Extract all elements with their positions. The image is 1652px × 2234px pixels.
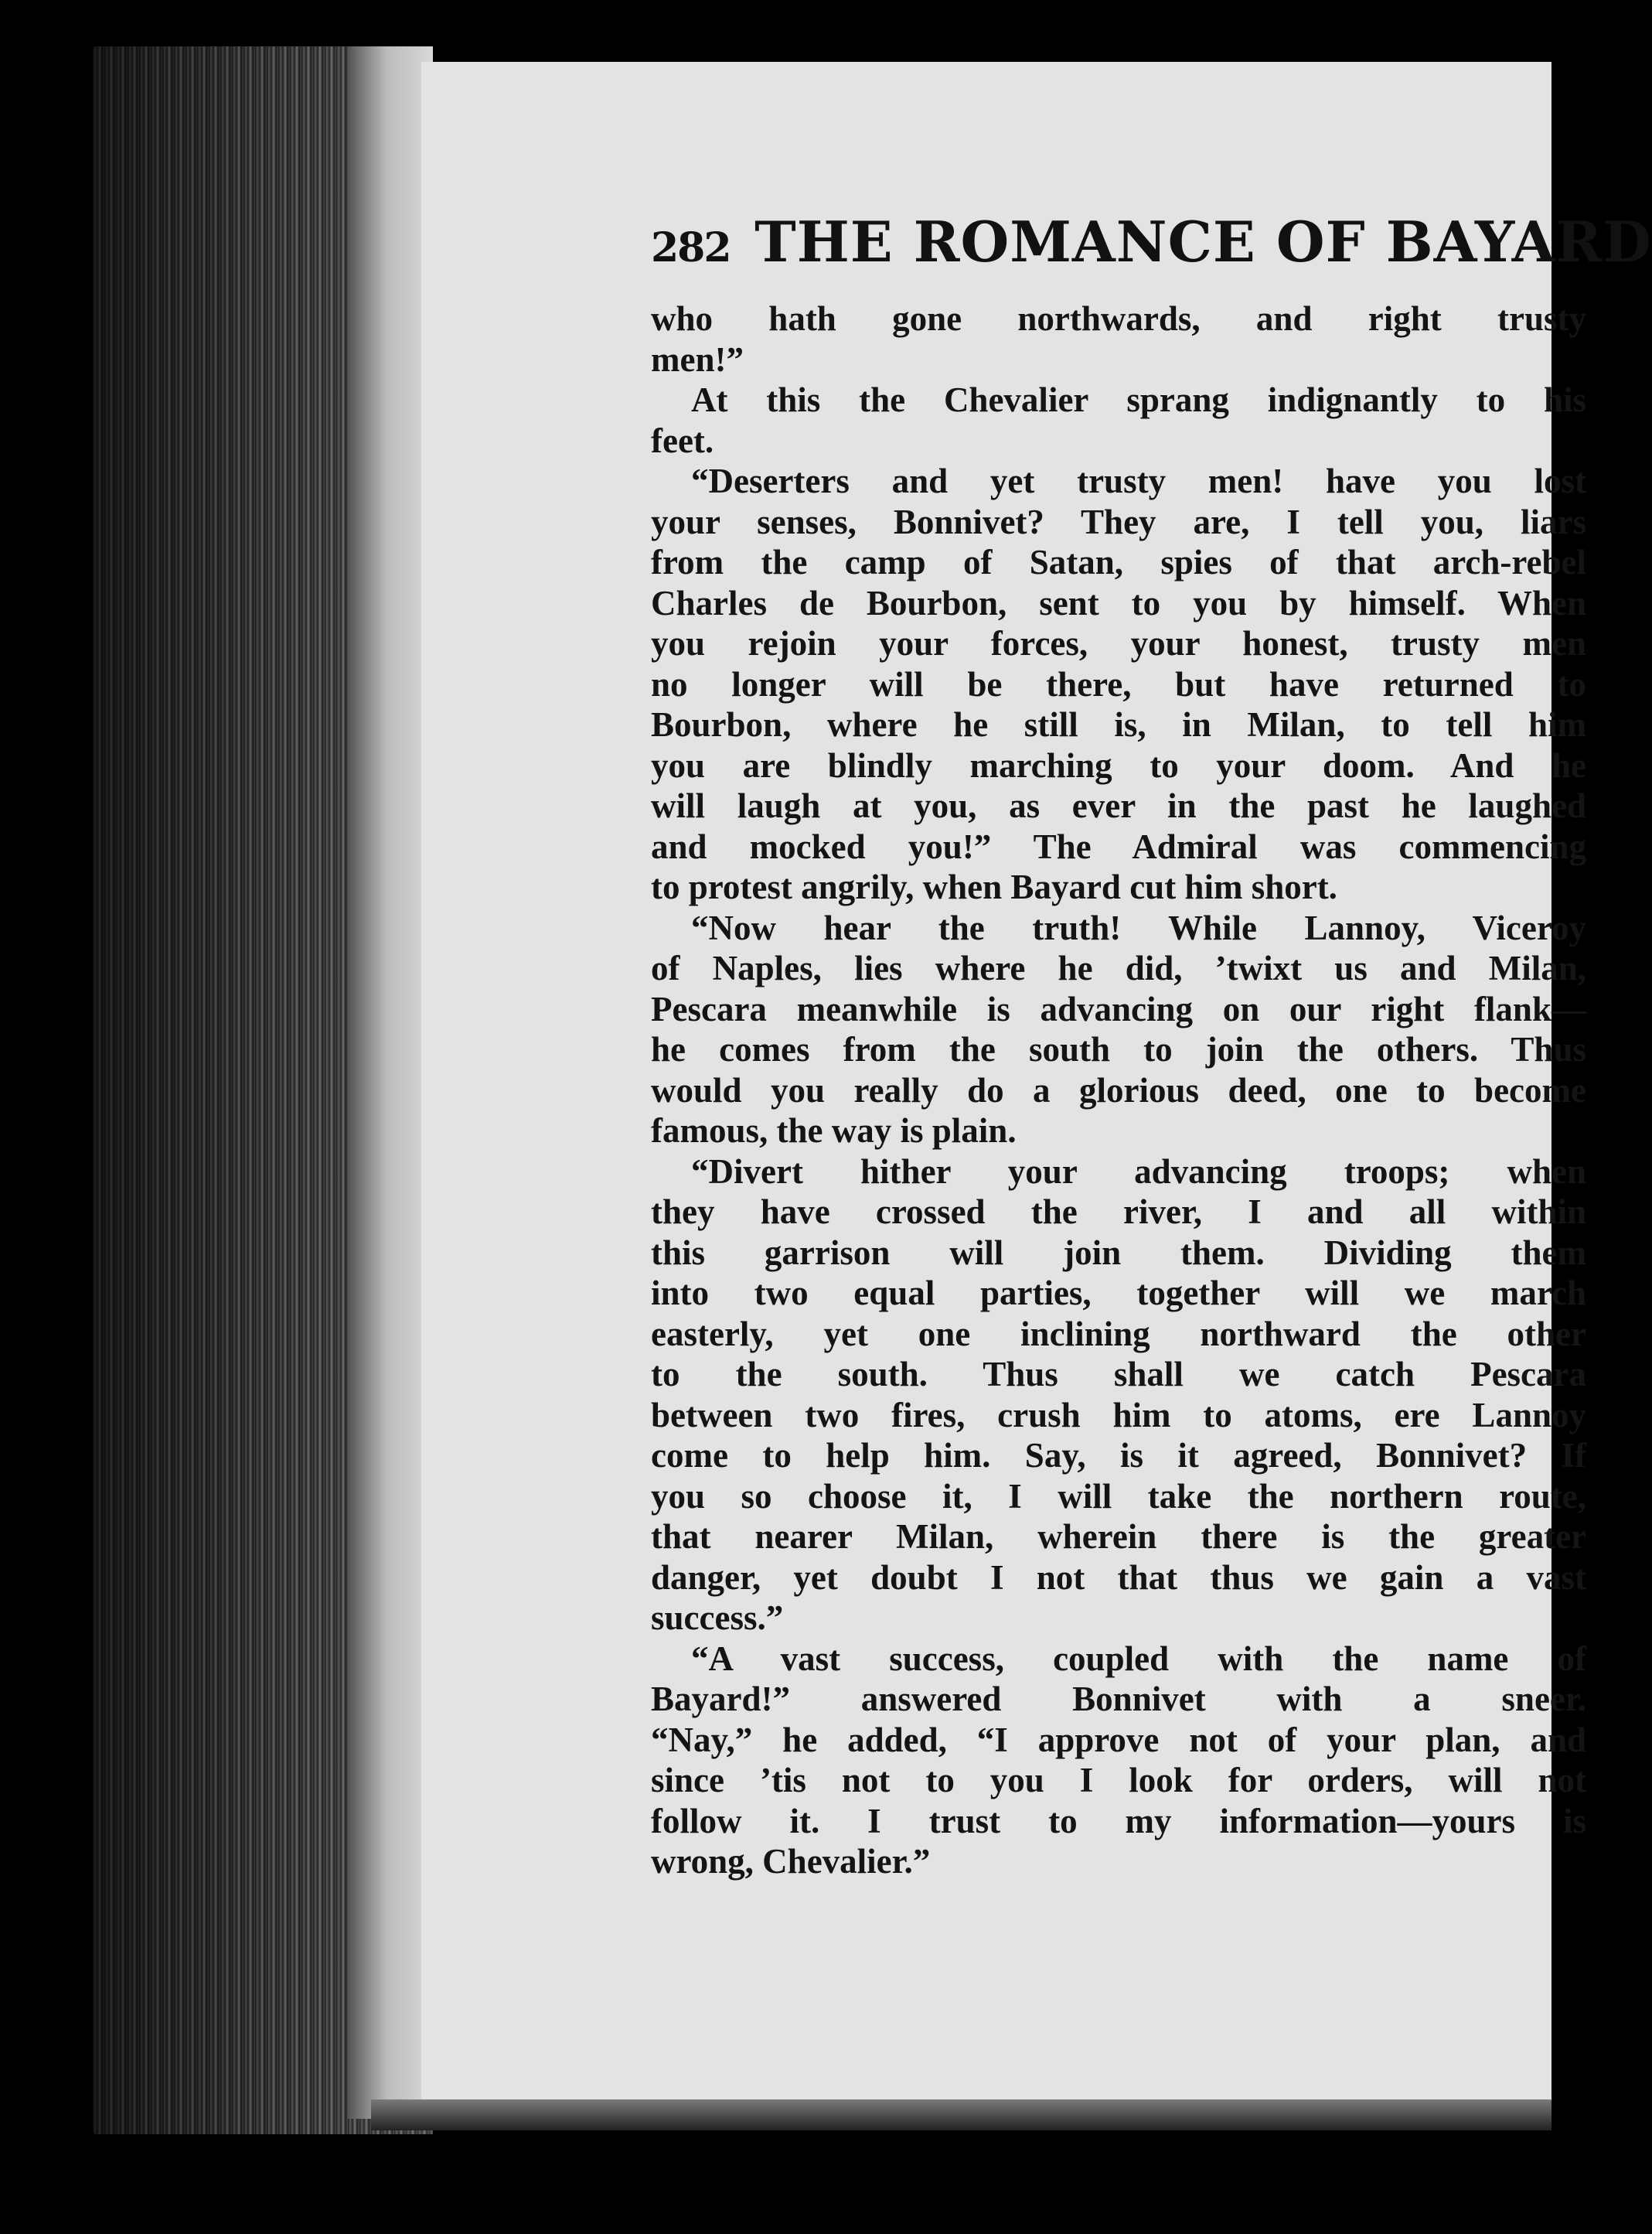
text-line: to protest angrily, when Bayard cut him short. bbox=[651, 868, 1337, 906]
text-line: they have crossed the river, I and all within bbox=[651, 1192, 1586, 1231]
running-title: THE ROMANCE OF BAYARD bbox=[754, 209, 1652, 275]
gutter-shadow bbox=[348, 46, 433, 2119]
text-line: follow it. I trust to my information—yours is bbox=[651, 1801, 1586, 1840]
text-line: this garrison will join them. Dividing them bbox=[651, 1233, 1586, 1272]
page-bottom-shadow bbox=[371, 2099, 1552, 2130]
text-line: your senses, Bonnivet? They are, I tell you, liars bbox=[651, 502, 1586, 541]
text-line: “Now hear the truth! While Lannoy, Viceroy bbox=[691, 908, 1586, 947]
text-line: At this the Chevalier sprang indignantly to his bbox=[691, 380, 1586, 419]
text-line: no longer will be there, but have returned to bbox=[651, 664, 1586, 704]
text-line: danger, yet doubt I not that thus we gain a vast bbox=[651, 1557, 1586, 1597]
text-line: Bayard!” answered Bonnivet with a sneer. bbox=[651, 1680, 1586, 1718]
text-line: come to help him. Say, is it agreed, Bonnivet? If bbox=[651, 1436, 1586, 1475]
running-head bbox=[651, 209, 1652, 275]
text-line: you rejoin your forces, your honest, trusty men bbox=[651, 624, 1586, 663]
text-line: men!” bbox=[651, 339, 744, 379]
text-line: that nearer Milan, wherein there is the greater bbox=[651, 1517, 1586, 1556]
text-line: famous, the way is plain. bbox=[651, 1111, 1017, 1150]
text-line: since ’tis not to you I look for orders, will not bbox=[651, 1761, 1586, 1799]
text-line: of Naples, lies where he did, ’twixt us and Milan, bbox=[651, 949, 1586, 987]
text-line: will laugh at you, as ever in the past he laughed bbox=[651, 786, 1586, 825]
text-line: Bourbon, where he still is, in Milan, to tell him bbox=[651, 705, 1586, 744]
text-line: into two equal parties, together will we march bbox=[651, 1274, 1586, 1312]
text-line: success.” bbox=[651, 1598, 784, 1637]
body-text bbox=[651, 298, 1586, 1882]
text-line: to the south. Thus shall we catch Pescara bbox=[651, 1355, 1586, 1393]
text-line: who hath gone northwards, and right trusty bbox=[651, 299, 1586, 338]
text-line: Charles de Bourbon, sent to you by himself. When bbox=[651, 583, 1586, 622]
text-line: from the camp of Satan, spies of that arch-rebel bbox=[651, 543, 1586, 582]
text-line: you so choose it, I will take the northern route, bbox=[651, 1476, 1586, 1516]
text-line: feet. bbox=[651, 421, 714, 460]
text-line: and mocked you!” The Admiral was commencing bbox=[651, 827, 1586, 866]
text-line: easterly, yet one inclining northward the other bbox=[651, 1314, 1586, 1353]
text-line: would you really do a glorious deed, one to become bbox=[651, 1070, 1586, 1110]
text-line: “Divert hither your advancing troops; when bbox=[691, 1151, 1586, 1191]
text-line: Pescara meanwhile is advancing on our right flank— bbox=[651, 989, 1586, 1028]
text-line: “Deserters and yet trusty men! have you lost bbox=[691, 462, 1586, 500]
text-line: you are blindly marching to your doom. And he bbox=[651, 745, 1586, 785]
page-number: 282 bbox=[651, 224, 731, 271]
text-line: he comes from the south to join the others. Thus bbox=[651, 1030, 1586, 1069]
text-line: between two fires, crush him to atoms, ere Lannoy bbox=[651, 1395, 1586, 1434]
text-line: wrong, Chevalier.” bbox=[651, 1842, 931, 1881]
text-line: “Nay,” he added, “I approve not of your plan, and bbox=[651, 1720, 1586, 1759]
text-line: “A vast success, coupled with the name of bbox=[691, 1639, 1586, 1678]
